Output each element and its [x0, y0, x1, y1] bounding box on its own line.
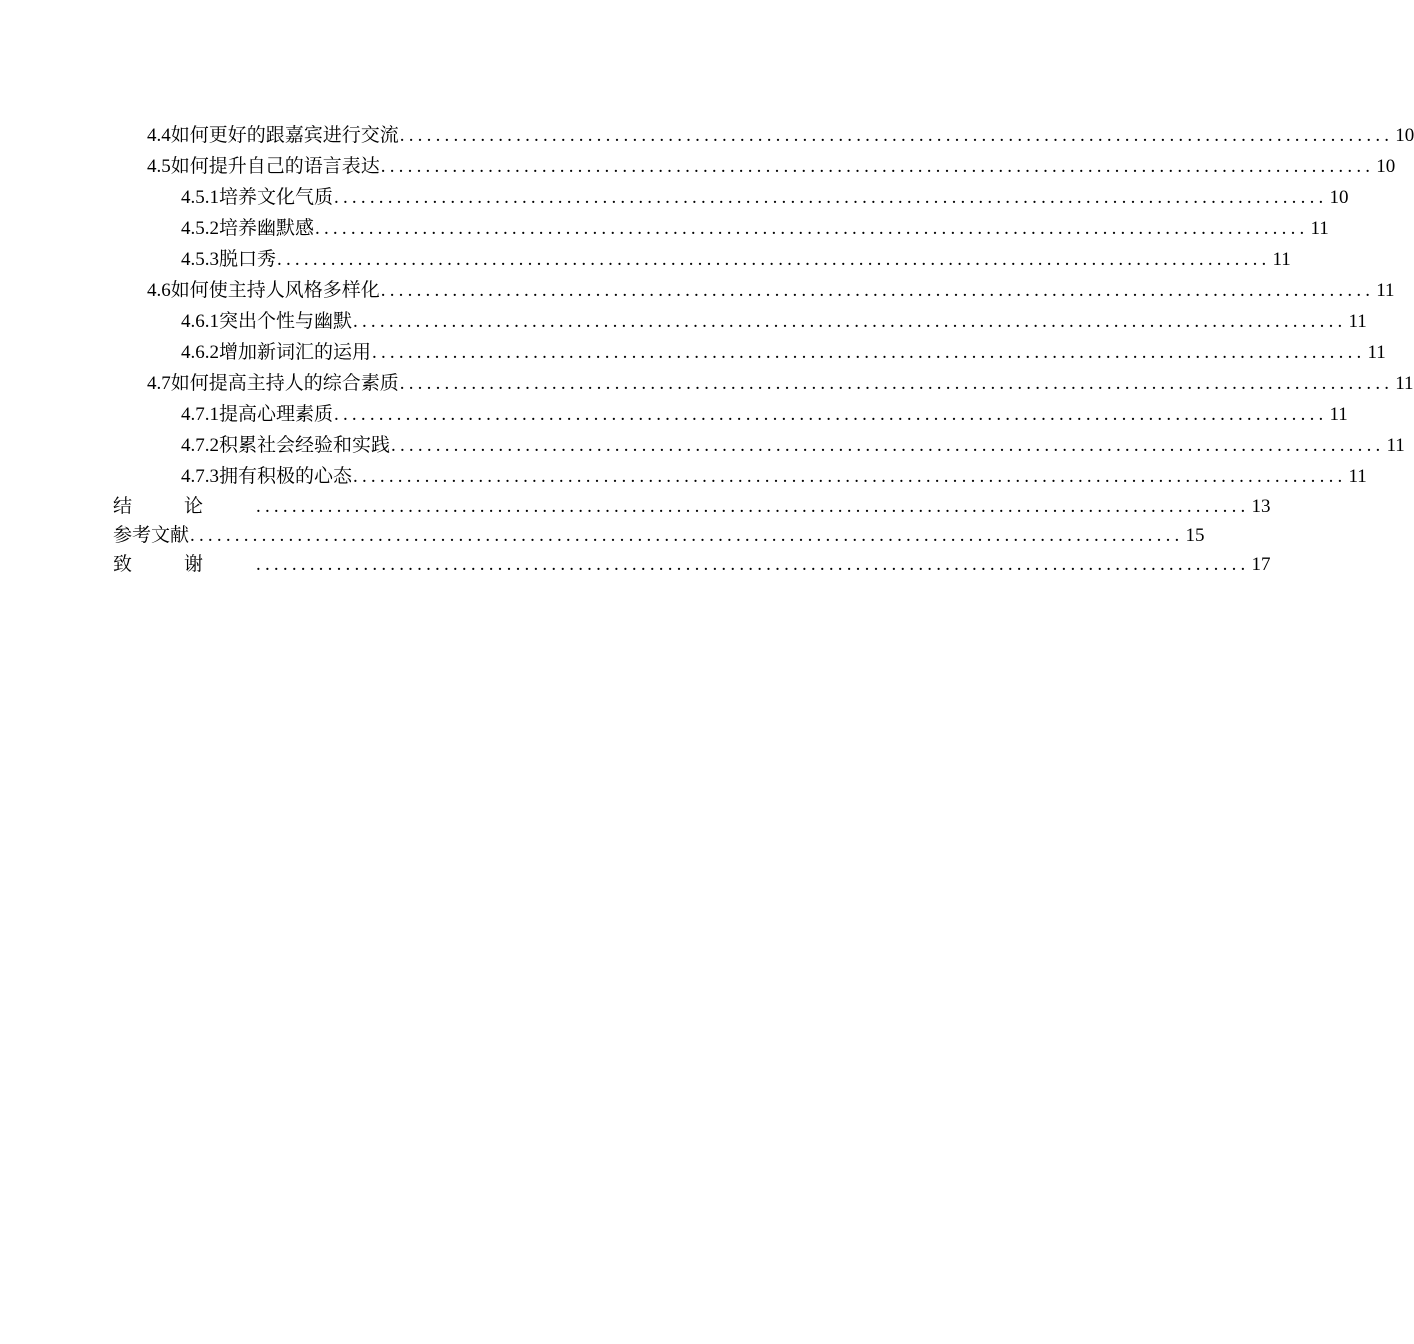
toc-entry-number: 4.5: [147, 156, 171, 177]
toc-entry-4-7[interactable]: [147, 370, 1414, 398]
toc-entry-4-4[interactable]: [147, 122, 1414, 150]
toc-page-number: 10: [1329, 187, 1349, 208]
toc-entry-title: 拥有积极的心态: [219, 466, 353, 487]
toc-entry-title: 参考文献: [113, 525, 190, 546]
toc-entry-number: 4.6.2: [181, 342, 219, 363]
toc-dot-leader: ...............................................................................................................: [380, 280, 1375, 301]
toc-entry-number: 4.7.1: [181, 404, 219, 425]
toc-dot-leader: ...............................................................................................................: [391, 435, 1385, 456]
toc-page-number: 11: [1348, 466, 1367, 487]
toc-page-number: 17: [1251, 554, 1271, 575]
toc-entry-4-6-2[interactable]: [181, 339, 1386, 367]
toc-dot-leader: ...............................................................................................................: [353, 466, 1347, 487]
toc-entry-acknowledgements[interactable]: [113, 551, 1271, 579]
toc-entry-title: 致谢: [113, 554, 256, 575]
toc-page-number: 11: [1348, 311, 1367, 332]
toc-entry-4-5-3[interactable]: [181, 246, 1291, 274]
toc-entry-title: 脱口秀: [219, 249, 277, 270]
toc-entry-title: 如何使主持人风格多样化: [170, 280, 380, 301]
toc-entry-title: 培养文化气质: [219, 187, 334, 208]
toc-dot-leader: ...............................................................................................................: [334, 187, 1328, 208]
toc-entry-title: 培养幽默感: [219, 218, 315, 239]
toc-entry-title: 增加新词汇的运用: [219, 342, 372, 363]
toc-page-number: 15: [1185, 525, 1205, 546]
toc-entry-title: 提高心理素质: [219, 404, 334, 425]
toc-page-number: 10: [1376, 156, 1396, 177]
toc-entry-title: 如何更好的跟嘉宾进行交流: [170, 125, 399, 146]
toc-entry-number: 4.5.1: [181, 187, 219, 208]
toc-entry-conclusion[interactable]: [113, 493, 1271, 521]
toc-entry-number: 4.5.3: [181, 249, 219, 270]
toc-dot-leader: ...............................................................................................................: [372, 342, 1366, 363]
toc-page-number: 11: [1367, 342, 1386, 363]
toc-dot-leader: ...............................................................................................................: [399, 125, 1394, 146]
toc-entry-4-7-1[interactable]: [181, 401, 1348, 429]
toc-entry-number: 4.7: [147, 373, 171, 394]
toc-entry-number: 4.4: [147, 125, 171, 146]
toc-entry-number: 4.6: [147, 280, 171, 301]
toc-dot-leader: ...............................................................................................................: [315, 218, 1309, 239]
toc-page-number: 11: [1386, 435, 1405, 456]
toc-entry-number: 4.7.3: [181, 466, 219, 487]
toc-entry-title: 突出个性与幽默: [219, 311, 353, 332]
toc-page-number: 11: [1310, 218, 1329, 239]
toc-dot-leader: ...............................................................................................................: [190, 525, 1184, 546]
toc-entry-references[interactable]: [113, 522, 1205, 550]
toc-page-number: 10: [1395, 125, 1414, 146]
toc-dot-leader: ...............................................................................................................: [277, 249, 1271, 270]
toc-dot-leader: ...............................................................................................................: [256, 496, 1250, 517]
toc-entry-title: 如何提高主持人的综合素质: [170, 373, 399, 394]
toc-entry-number: 4.5.2: [181, 218, 219, 239]
toc-entry-title: 如何提升自己的语言表达: [170, 156, 380, 177]
toc-dot-leader: ...............................................................................................................: [353, 311, 1347, 332]
toc-entry-title: 积累社会经验和实践: [219, 435, 391, 456]
toc-dot-leader: ...............................................................................................................: [399, 373, 1394, 394]
toc-page-number: 11: [1272, 249, 1291, 270]
toc-entry-4-5[interactable]: [147, 153, 1396, 181]
toc-entry-4-5-2[interactable]: [181, 215, 1329, 243]
toc-entry-4-6[interactable]: [147, 277, 1395, 305]
toc-page-number: 13: [1251, 496, 1271, 517]
toc-dot-leader: ...............................................................................................................: [380, 156, 1375, 177]
toc-entry-number: 4.6.1: [181, 311, 219, 332]
toc-entry-title: 结论: [113, 496, 256, 517]
toc-entry-number: 4.7.2: [181, 435, 219, 456]
toc-page-number: 11: [1329, 404, 1348, 425]
toc-entry-4-7-2[interactable]: [181, 432, 1405, 460]
toc-dot-leader: ...............................................................................................................: [334, 404, 1328, 425]
toc-entry-4-5-1[interactable]: [181, 184, 1349, 212]
toc-entry-4-7-3[interactable]: [181, 463, 1367, 491]
toc-page-number: 11: [1376, 280, 1395, 301]
toc-dot-leader: ...............................................................................................................: [256, 554, 1250, 575]
toc-page-number: 11: [1395, 373, 1414, 394]
toc-entry-4-6-1[interactable]: [181, 308, 1367, 336]
